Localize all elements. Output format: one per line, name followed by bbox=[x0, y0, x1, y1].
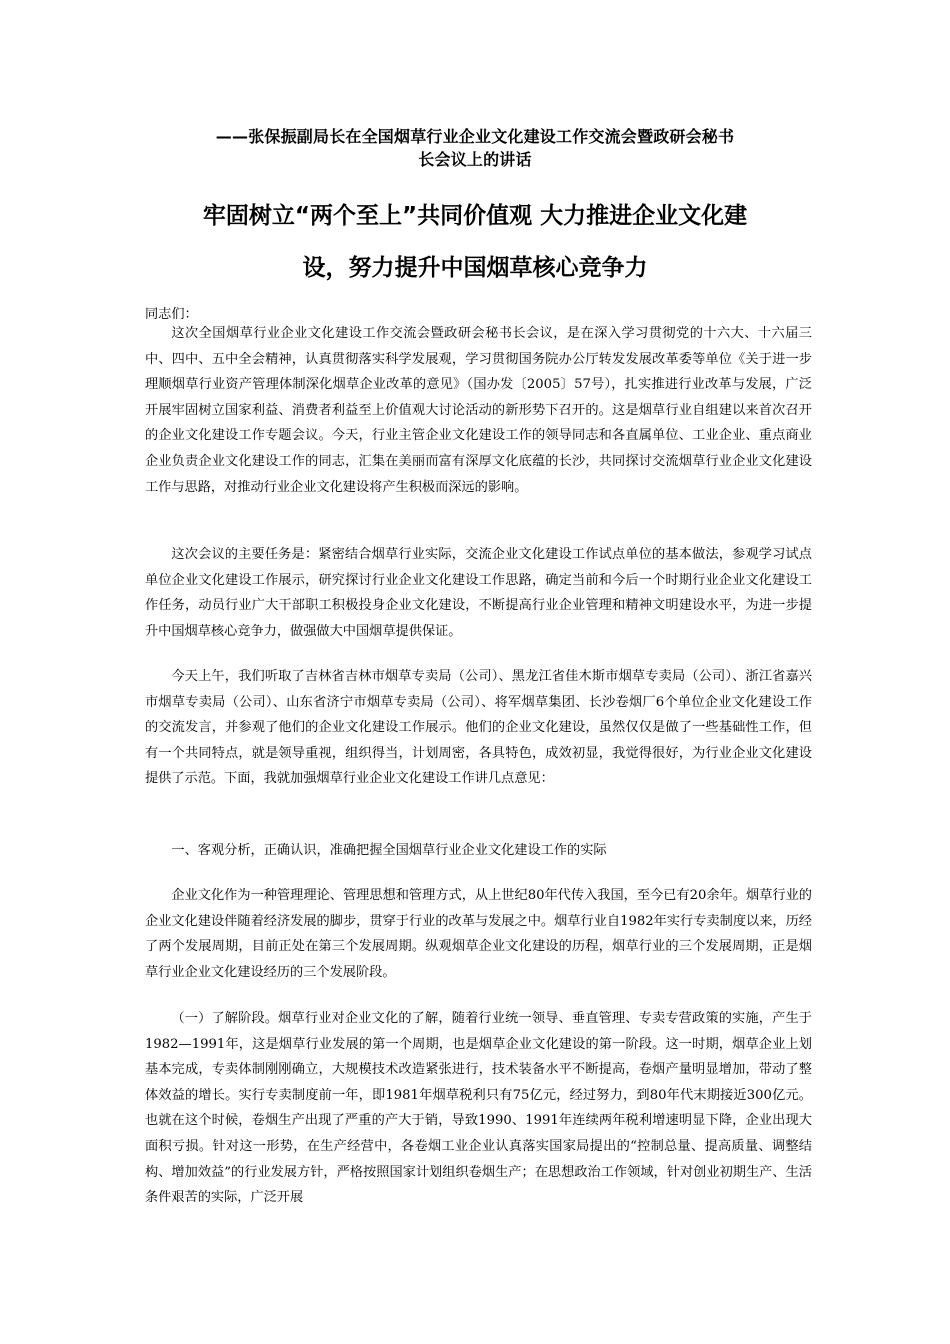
paragraph-text: 这次会议的主要任务是：紧密结合烟草行业实际，交流企业文化建设工作试点单位的基本做法，参观学习试点单位企业文化建设工作展示，研究探讨行业企业文化建设工作思路，确定当前和今后一个时期行业企业文化建设工作任务，动员行业广大干部职工积极投身企业文化建设，不断提高行业企业管理和精神文明建设水平，为进一步提升中国烟草核心竞争力，做强做大中国烟草提供保证。 bbox=[145, 547, 812, 639]
paragraph-text: 这次全国烟草行业企业文化建设工作交流会暨政研会秘书长会议，是在深入学习贯彻党的十六大、十六届三中、四中、五中全会精神，认真贯彻落实科学发展观，学习贯彻国务院办公厅转发发展改革委等单位《关于进一步理顺烟草行业资产管理体制深化烟草企业改革的意见》（国办发〔2005〕57号），扎实推进行业改革与发展，广泛开展牢固树立国家利益、消费者利益至上价值观大讨论活动的新形势下召开的。这是烟草行业自组建以来首次召开的企业文化建设工作专题会议。今天，行业主管企业文化建设工作的领导同志和各直属单位、工业企业、重点商业企业负责企业文化建设工作的同志，汇集在美丽而富有深厚文化底蕴的长沙，共同探讨交流烟草行业企业文化建设工作与思路，对推动行业企业文化建设将产生积极而深远的影响。 bbox=[145, 326, 812, 495]
salutation: 同志们： bbox=[145, 307, 198, 322]
paragraph-6 bbox=[145, 1006, 812, 1211]
paragraph-text: 今天上午，我们听取了吉林省吉林市烟草专卖局（公司）、黑龙江省佳木斯市烟草专卖局（公司）、浙江省嘉兴市烟草专卖局（公司）、山东省济宁市烟草专卖局（公司）、将军烟草集团、长沙卷烟厂6个单位企业文化建设工作的交流发言，并参观了他们的企业文化建设工作展示。他们的企业文化建设，虽然仅仅是做了一些基础性工作，但有一个共同特点，就是领导重视，组织得当，计划周密，各具特色，成效初显，我觉得很好，为行业企业文化建设提供了示范。下面，我就加强烟草行业企业文化建设工作讲几点意见： bbox=[145, 669, 812, 787]
document-title bbox=[140, 190, 810, 294]
paragraph-2 bbox=[145, 542, 812, 644]
subtitle-line-1: ——张保振副局长在全国烟草行业企业文化建设工作交流会暨政研会秘书 bbox=[215, 127, 735, 146]
section-heading-text: 一、客观分析，正确认识，准确把握全国烟草行业企业文化建设工作的实际 bbox=[171, 843, 607, 858]
paragraph-text: （一）了解阶段。烟草行业对企业文化的了解，随着行业统一领导、垂直管理、专卖专营政策的实施，产生于1982—1991年，这是烟草行业发展的第一个周期，也是烟草企业文化建设的第一阶段。这一时期，烟草企业上划基本完成，专卖体制刚刚确立，大规模技术改造紧张进行，技术装备水平不断提高，卷烟产量明显增加，带动了整体效益的增长。实行专卖制度前一年，即1981年烟草税利只有75亿元，经过努力，到80年代末期接近300亿元。也就在这个时候，卷烟生产出现了严重的产大于销，导致1990、1991年连续两年税利增速明显下降，企业出现大面积亏损。针对这一形势，在生产经营中，各卷烟工业企业认真落实国家局提出的“控制总量、提高质量、调整结构、增加效益”的行业发展方针，严格按照国家计划组织卷烟生产；在思想政治工作领域，针对创业初期生产、生活条件艰苦的实际，广泛开展 bbox=[145, 1011, 812, 1206]
title-line-2: 设，努力提升中国烟草核心竞争力 bbox=[302, 255, 648, 281]
paragraph-text: 企业文化作为一种管理理论、管理思想和管理方式，从上世纪80年代传入我国，至今已有20余年。烟草行业的企业文化建设伴随着经济发展的脚步，贯穿于行业的改革与发展之中。烟草行业自1982年实行专卖制度以来，历经了两个发展周期，目前正处在第三个发展周期。纵观烟草企业文化建设的历程，烟草行业的三个发展周期，正是烟草行业企业文化建设经历的三个发展阶段。 bbox=[145, 888, 812, 980]
section-heading-1 bbox=[145, 838, 812, 864]
paragraph-1 bbox=[145, 321, 812, 500]
paragraph-5 bbox=[145, 883, 812, 985]
paragraph-3 bbox=[145, 664, 812, 792]
speech-subtitle bbox=[150, 125, 800, 171]
title-line-1: 牢固树立“两个至上”共同价值观 大力推进企业文化建 bbox=[202, 203, 748, 229]
subtitle-line-2: 长会议上的讲话 bbox=[418, 150, 532, 169]
